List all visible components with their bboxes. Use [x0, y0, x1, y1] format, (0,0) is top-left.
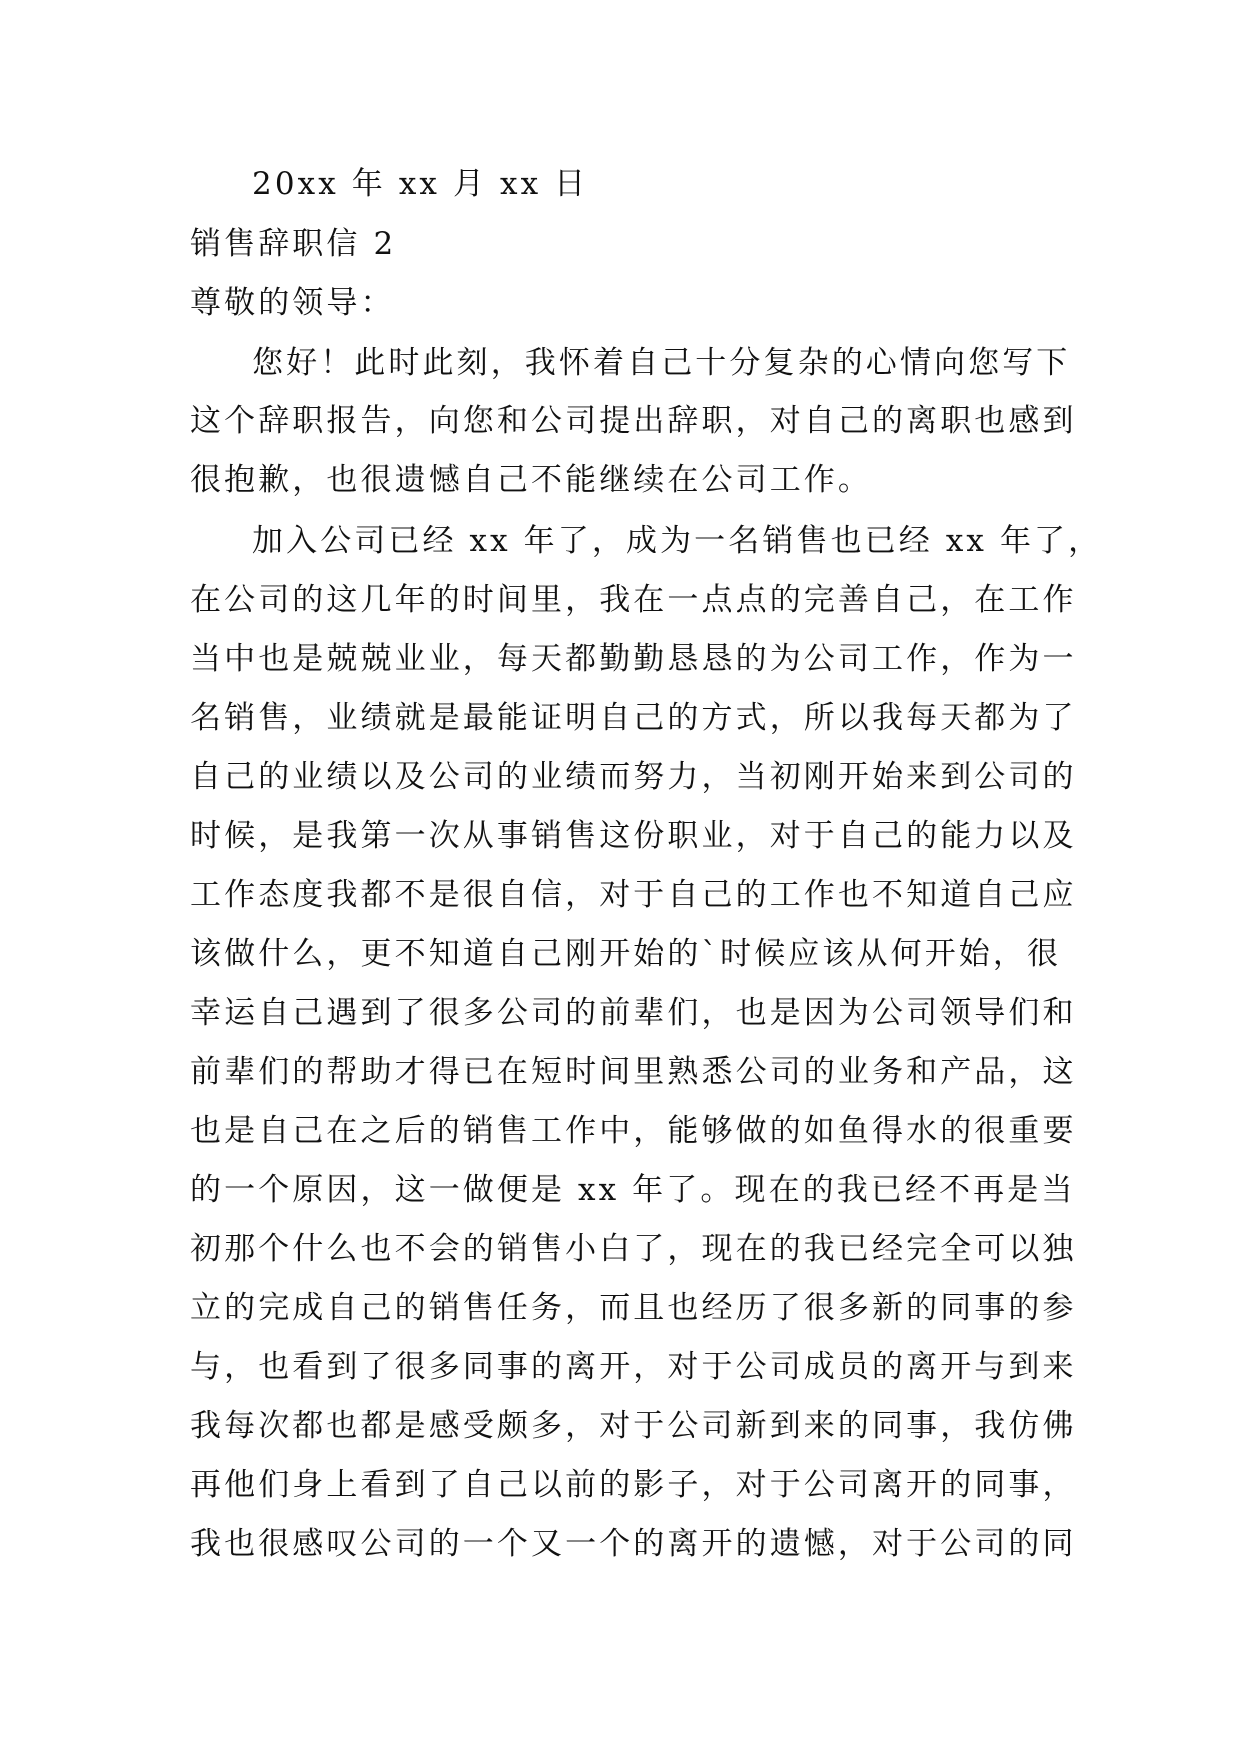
paragraph-line: 该做什么，更不知道自己刚开始的`时候应该从何开始，很	[190, 936, 1062, 972]
paragraph-line: 与，也看到了很多同事的离开，对于公司成员的离开与到来	[190, 1349, 1077, 1385]
paragraph-line: 我也很感叹公司的一个又一个的离开的遗憾，对于公司的同	[190, 1526, 1077, 1562]
paragraph-line: 这个辞职报告，向您和公司提出辞职，对自己的离职也感到	[190, 403, 1077, 439]
paragraph-line: 的一个原因，这一做便是 xx 年了。现在的我已经不再是当	[190, 1172, 1076, 1208]
paragraph-line: 名销售，业绩就是最能证明自己的方式，所以我每天都为了	[190, 700, 1077, 736]
paragraph-line: 加入公司已经 xx 年了，成为一名销售也已经 xx 年了，	[252, 523, 1103, 559]
paragraph-line: 再他们身上看到了自己以前的影子，对于公司离开的同事，	[190, 1467, 1077, 1503]
letter-title: 销售辞职信 2	[190, 226, 397, 262]
paragraph-line: 在公司的这几年的时间里，我在一点点的完善自己，在工作	[190, 582, 1077, 618]
paragraph-line: 时候，是我第一次从事销售这份职业，对于自己的能力以及	[190, 818, 1077, 854]
paragraph-line: 自己的业绩以及公司的业绩而努力，当初刚开始来到公司的	[190, 759, 1077, 795]
paragraph-line: 您好！此时此刻，我怀着自己十分复杂的心情向您写下	[252, 345, 1071, 381]
paragraph-line: 我每次都也都是感受颇多，对于公司新到来的同事，我仿佛	[190, 1408, 1077, 1444]
paragraph-line: 很抱歉，也很遗憾自己不能继续在公司工作。	[190, 462, 872, 498]
salutation: 尊敬的领导：	[190, 285, 395, 321]
paragraph-line: 当中也是兢兢业业，每天都勤勤恳恳的为公司工作，作为一	[190, 641, 1077, 677]
paragraph-line: 也是自己在之后的销售工作中，能够做的如鱼得水的很重要	[190, 1113, 1077, 1149]
date-line: 20xx 年 xx 月 xx 日	[252, 166, 589, 202]
paragraph-line: 工作态度我都不是很自信，对于自己的工作也不知道自己应	[190, 877, 1077, 913]
paragraph-line: 立的完成自己的销售任务，而且也经历了很多新的同事的参	[190, 1290, 1077, 1326]
paragraph-line: 幸运自己遇到了很多公司的前辈们，也是因为公司领导们和	[190, 995, 1077, 1031]
paragraph-line: 初那个什么也不会的销售小白了，现在的我已经完全可以独	[190, 1231, 1077, 1267]
paragraph-line: 前辈们的帮助才得已在短时间里熟悉公司的业务和产品，这	[190, 1054, 1077, 1090]
